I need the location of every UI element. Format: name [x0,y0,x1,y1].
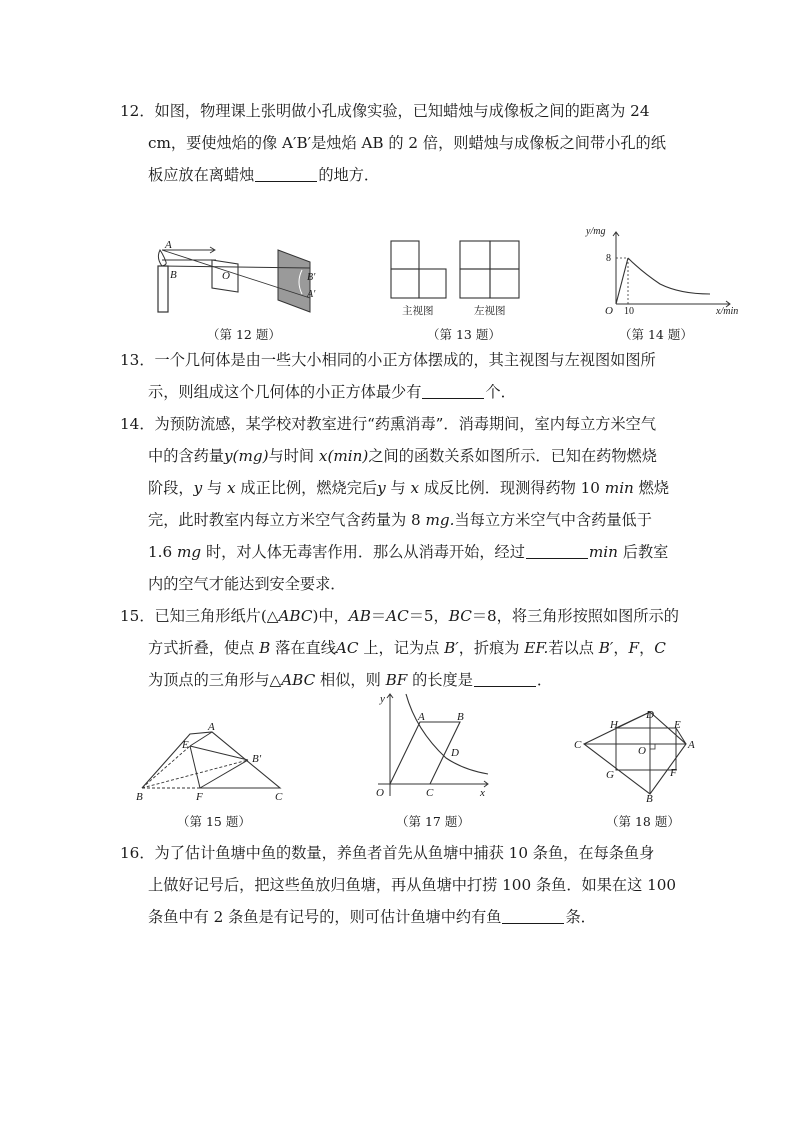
figure-12-pinhole [150,236,335,318]
f15-label-a: A [208,722,215,733]
answer-blank-12[interactable] [255,167,317,182]
f14-label-y-axis: y/mg [586,226,606,237]
f13-label-main-view: 主视图 [402,306,434,317]
f15-label-b-prime: B′ [252,753,262,765]
f14-label-8: 8 [606,253,611,264]
caption-fig-15: （第 15 题） [177,814,251,829]
f14-label-origin: O [605,305,613,317]
q12-line-2: cm，要使烛焰的像 A′B′是烛焰 AB 的 2 倍，则蜡烛与成像板之间带小孔的纸 [148,134,666,152]
answer-blank-14[interactable] [526,544,588,559]
caption-fig-14: （第 14 题） [619,327,693,342]
answer-blank-16[interactable] [502,909,564,924]
q16-line-1: 16．为了估计鱼塘中鱼的数量，养鱼者首先从鱼塘中捕获 10 条鱼，在每条鱼身 [120,844,655,862]
q14-line-5: 1.6 mg 时，对人体无毒害作用．那么从消毒开始，经过 min 后教室 [148,543,669,561]
q16-line-3: 条鱼中有 2 条鱼是有记号的，则可估计鱼塘中约有鱼 条． [148,908,596,926]
q15-line-3: 为顶点的三角形与△ABC 相似，则 BF 的长度是 ． [148,671,553,689]
figure-14-graph [580,224,748,320]
f12-label-o: O [222,270,230,282]
f18-label-a: A [688,739,695,751]
caption-fig-12: （第 12 题） [207,327,281,342]
answer-blank-13[interactable] [422,384,484,399]
f12-label-a-prime: A′ [307,289,316,300]
f17-label-c: C [426,787,434,799]
q15-line-2: 方式折叠，使点 B 落在直线AC 上，记为点 B′，折痕为 EF.若以点 B′，F，C [148,639,666,657]
f15-label-b: B [136,791,143,803]
q14-line-1: 14．为预防流感，某学校对教室进行“药熏消毒”．消毒期间，室内每立方米空气 [120,415,657,433]
f13-label-left-view: 左视图 [474,306,506,317]
f12-label-b: B [170,269,177,281]
f15-label-e: E [182,739,189,751]
q12-line-3: 板应放在离蜡烛 的地方． [148,166,380,184]
f14-label-10: 10 [624,306,634,317]
figure-17-graph [368,688,494,802]
f17-label-d: D [451,747,459,759]
f17-label-o: O [376,787,384,799]
f18-label-g: G [606,769,614,781]
f12-label-b-prime: B′ [307,272,316,283]
q14-line-3: 阶段，y 与 x 成正比例，燃烧完后y 与 x 成反比例．现测得药物 10 min 燃烧 [148,479,670,497]
figure-18-rhombus [570,706,702,802]
q13-line-1: 13．一个几何体是由一些大小相同的小正方体摆成的，其主视图与左视图如图所 [120,351,656,369]
caption-fig-18: （第 18 题） [606,814,680,829]
f15-label-c: C [275,791,283,803]
f17-label-x: x [480,787,485,799]
f17-label-b: B [457,711,464,723]
f18-label-e: E [674,719,681,731]
f18-label-c: C [574,739,582,751]
caption-fig-13: （第 13 题） [427,327,501,342]
q14-line-6: 内的空气才能达到安全要求． [148,575,346,593]
f17-label-a: A [418,711,425,723]
q14-line-4: 完，此时教室内每立方米空气含药量为 8 mg.当每立方米空气中含药量低于 [148,511,652,529]
f14-label-x-axis: x/min [716,306,739,317]
f18-label-o: O [638,745,646,757]
f12-label-a: A [165,239,172,251]
answer-blank-15[interactable] [474,672,536,687]
figure-15-triangle [130,722,290,804]
q15-line-1: 15．已知三角形纸片(△ABC)中，AB＝AC＝5，BC＝8，将三角形按照如图所示的 [120,607,679,625]
f18-label-h: H [610,719,618,731]
q14-line-2: 中的含药量y(mg)与时间 x(min)之间的函数关系如图所示．已知在药物燃烧 [148,447,657,465]
f17-label-y: y [380,693,385,705]
f18-label-f: F [670,767,677,779]
q13-line-2: 示，则组成这个几何体的小正方体最少有 个． [148,383,516,401]
caption-fig-17: （第 17 题） [396,814,470,829]
f18-label-b: B [646,793,653,802]
q12-line-1: 12．如图，物理课上张明做小孔成像实验，已知蜡烛与成像板之间的距离为 24 [120,102,650,120]
f15-label-f: F [196,791,203,803]
q16-line-2: 上做好记号后，把这些鱼放归鱼塘，再从鱼塘中打捞 100 条鱼．如果在这 100 [148,876,677,894]
figure-13-views [388,238,524,320]
f18-label-d: D [646,709,654,721]
